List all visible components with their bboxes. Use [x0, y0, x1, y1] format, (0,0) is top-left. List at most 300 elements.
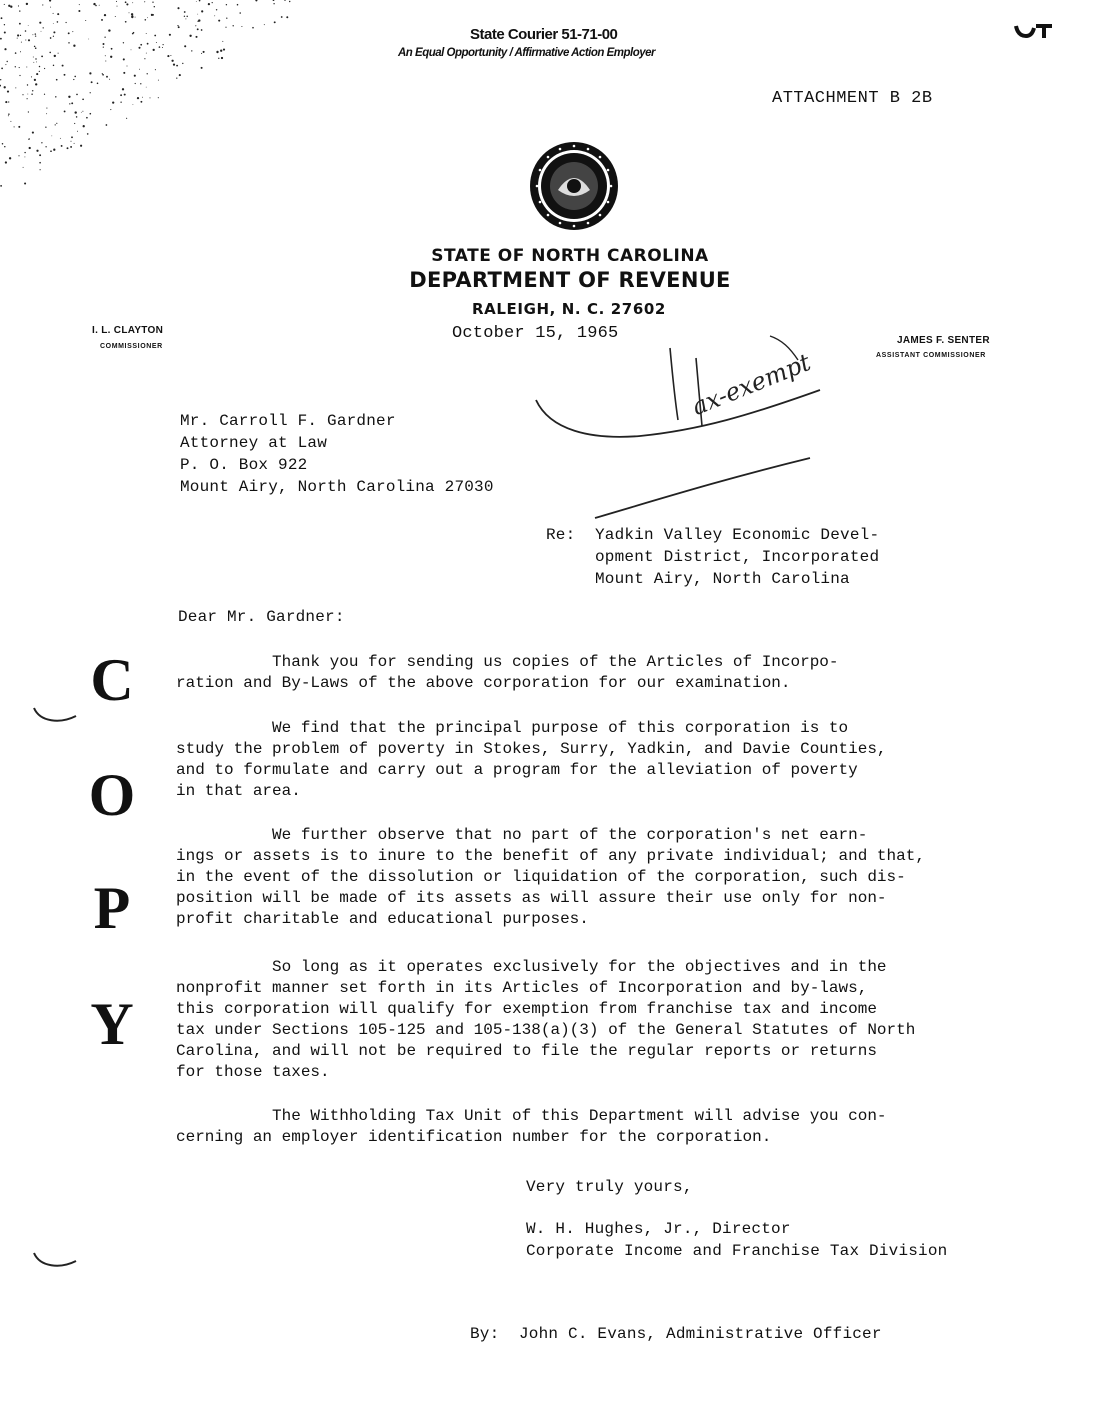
speckle-dot	[104, 37, 105, 38]
speckle-dot	[36, 150, 38, 152]
speckle-dot	[34, 79, 36, 81]
speckle-dot	[24, 156, 25, 157]
assistant-commissioner-title: ASSISTANT COMMISSIONER	[876, 352, 986, 359]
speckle-dot	[18, 126, 20, 128]
speckle-dot	[90, 113, 92, 115]
speckle-dot	[191, 50, 192, 51]
speckle-dot	[218, 20, 220, 22]
binder-mark-top	[30, 700, 80, 730]
speckle-dot	[186, 16, 187, 17]
speckle-dot	[93, 3, 95, 5]
speckle-dot	[87, 133, 89, 135]
speckle-dot	[195, 36, 197, 38]
speckle-dot	[73, 79, 74, 80]
speckle-dot	[8, 101, 9, 102]
speckle-dot	[155, 69, 156, 70]
speckle-dot	[53, 149, 55, 151]
signature-block	[526, 1218, 947, 1262]
speckle-dot	[39, 66, 41, 68]
employer-line: An Equal Opportunity / Affirmative Action Employer	[398, 47, 655, 59]
speckle-dot	[53, 36, 54, 37]
speckle-dot	[70, 141, 71, 142]
speckle-dot	[110, 56, 112, 58]
state-courier-line: State Courier 51-71-00	[470, 26, 618, 43]
speckle-dot	[35, 47, 37, 49]
speckle-dot	[35, 83, 37, 85]
speckle-dot	[35, 33, 36, 34]
speckle-dot	[167, 55, 169, 57]
speckle-dot	[53, 13, 54, 14]
re-line: Yadkin Valley Economic Devel-	[595, 526, 880, 544]
speckle-dot	[134, 75, 136, 77]
speckle-dot	[83, 125, 85, 127]
speckle-dot	[184, 16, 185, 17]
state-name: STATE OF NORTH CAROLINA	[431, 246, 709, 266]
speckle-dot	[127, 66, 128, 67]
speckle-dot	[185, 18, 186, 19]
speckle-dot	[152, 2, 153, 3]
speckle-dot	[220, 50, 222, 52]
speckle-dot	[152, 14, 154, 16]
speckle-dot	[149, 97, 150, 98]
speckle-dot	[18, 5, 19, 6]
speckle-dot	[39, 162, 41, 164]
speckle-dot	[43, 27, 44, 28]
speckle-dot	[49, 0, 51, 2]
body-paragraph-2	[176, 718, 887, 802]
speckle-dot	[144, 58, 145, 59]
speckle-dot	[274, 21, 276, 23]
speckle-dot	[49, 52, 51, 54]
speckle-dot	[15, 52, 17, 54]
speckle-dot	[15, 87, 16, 88]
speckle-dot	[50, 150, 52, 152]
speckle-dot	[91, 81, 93, 83]
body-paragraph-5	[176, 1106, 887, 1148]
speckle-dot	[55, 96, 56, 97]
speckle-dot	[199, 0, 201, 1]
speckle-dot	[196, 1, 197, 2]
speckle-dot	[125, 21, 127, 23]
speckle-dot	[158, 80, 159, 81]
speckle-dot	[147, 73, 148, 74]
speckle-dot	[222, 41, 223, 42]
speckle-dot	[71, 136, 73, 138]
speckle-dot	[218, 58, 219, 59]
speckle-dot	[225, 27, 226, 28]
speckle-dot	[4, 4, 5, 5]
speckle-dot	[4, 31, 6, 33]
speckle-dot	[42, 4, 43, 5]
speckle-dot	[55, 124, 56, 125]
speckle-dot	[39, 71, 40, 72]
speckle-dot	[26, 3, 28, 5]
speckle-dot	[120, 94, 122, 96]
paragraph-line: So long as it operates exclusively for the objectives and in the	[176, 958, 887, 976]
speckle-dot	[145, 19, 147, 21]
speckle-dot	[284, 0, 285, 1]
speckle-dot	[9, 157, 11, 159]
speckle-dot	[154, 6, 155, 7]
speckle-dot	[7, 61, 8, 62]
speckle-dot	[214, 15, 215, 16]
speckle-dot	[132, 2, 133, 3]
speckle-dot	[201, 10, 203, 12]
speckle-dot	[97, 83, 99, 85]
speckle-dot	[147, 17, 148, 18]
speckle-dot	[77, 131, 78, 132]
speckle-dot	[19, 23, 21, 25]
speckle-dot	[177, 25, 178, 26]
speckle-dot	[50, 7, 51, 8]
speckle-dot	[35, 35, 36, 36]
speckle-dot	[57, 21, 59, 23]
speckle-dot	[0, 79, 1, 80]
speckle-dot	[40, 169, 41, 170]
speckle-dot	[255, 0, 257, 1]
speckle-dot	[57, 13, 59, 15]
body-paragraph-1	[176, 652, 839, 694]
body-paragraph-4	[176, 957, 915, 1083]
copy-stamp-o: O	[88, 762, 136, 828]
speckle-dot	[27, 94, 28, 95]
recipient-line: Mr. Carroll F. Gardner	[180, 412, 396, 430]
speckle-dot	[27, 84, 28, 85]
speckle-dot	[201, 53, 202, 54]
copy-stamp-c: C	[90, 647, 134, 713]
speckle-dot	[131, 49, 132, 50]
speckle-dot	[216, 51, 218, 53]
by-line: By: John C. Evans, Administrative Officer	[470, 1325, 882, 1343]
speckle-dot	[201, 29, 203, 31]
speckle-dot	[135, 17, 136, 18]
speckle-dot	[45, 146, 46, 147]
speckle-dot	[41, 31, 42, 32]
speckle-dot	[39, 22, 41, 24]
speckle-dot	[273, 0, 275, 1]
speckle-dot	[189, 35, 191, 37]
speckle-dot	[201, 67, 203, 69]
commissioner-title: COMMISSIONER	[100, 343, 163, 350]
speckle-dot	[5, 161, 7, 163]
speckle-dot	[18, 155, 19, 156]
speckle-dot	[140, 44, 142, 46]
speckle-dot	[68, 96, 70, 98]
speckle-dot	[184, 11, 186, 13]
speckle-dot	[74, 76, 76, 78]
speckle-dot	[7, 91, 9, 93]
speckle-dot	[17, 34, 19, 36]
speckle-dot	[178, 26, 180, 28]
speckle-dot	[4, 24, 5, 25]
speckle-dot	[182, 63, 183, 64]
speckle-dot	[50, 37, 52, 39]
re-subject	[595, 524, 879, 590]
speckle-dot	[78, 10, 80, 12]
speckle-dot	[86, 117, 88, 119]
speckle-dot	[105, 60, 106, 61]
speckle-dot	[53, 23, 54, 24]
paragraph-line: profit charitable and educational purposes.	[176, 910, 589, 928]
speckle-dot	[104, 14, 106, 16]
speckle-dot	[85, 20, 86, 21]
speckle-dot	[32, 90, 33, 91]
speckle-dot	[33, 62, 34, 63]
paragraph-line: this corporation will qualify for exemption from franchise tax and income	[176, 1000, 877, 1018]
speckle-dot	[4, 48, 6, 50]
speckle-dot	[35, 58, 36, 59]
speckle-dot	[41, 142, 42, 143]
paragraph-line: for those taxes.	[176, 1063, 330, 1081]
speckle-dot	[15, 66, 16, 67]
speckle-dot	[4, 146, 5, 147]
speckle-dot	[74, 143, 75, 144]
speckle-dot	[20, 35, 21, 36]
speckle-dot	[123, 42, 124, 43]
speckle-dot	[68, 42, 69, 43]
speckle-dot	[0, 185, 2, 187]
paragraph-line: The Withholding Tax Unit of this Department will advise you con-	[176, 1107, 887, 1125]
speckle-dot	[71, 102, 73, 104]
paragraph-line: ration and By-Laws of the above corporation for our examination.	[176, 674, 791, 692]
speckle-dot	[154, 35, 156, 37]
speckle-dot	[129, 12, 130, 13]
speckle-dot	[56, 123, 57, 124]
closing: Very truly yours,	[526, 1178, 693, 1196]
speckle-dot	[131, 13, 133, 15]
speckle-dot	[273, 3, 274, 4]
speckle-dot	[106, 76, 108, 78]
speckle-dot	[115, 16, 116, 17]
speckle-dot	[108, 29, 110, 31]
speckle-dot	[179, 74, 181, 76]
speckle-dot	[44, 94, 45, 95]
speckle-dot	[197, 28, 199, 30]
speckle-dot	[72, 31, 73, 32]
speckle-dot	[226, 4, 227, 5]
speckle-dot	[122, 88, 124, 90]
recipient-line: Attorney at Law	[180, 434, 328, 452]
assistant-commissioner-name: JAMES F. SENTER	[897, 335, 990, 346]
speckle-dot	[2, 143, 4, 145]
speckle-dot	[101, 19, 103, 21]
speckle-dot	[117, 6, 118, 7]
speckle-dot	[208, 3, 210, 5]
speckle-dot	[51, 135, 52, 136]
paragraph-line: ings or assets is to inure to the benefit of any private individual; and that,	[176, 847, 925, 865]
speckle-dot	[103, 43, 105, 45]
corner-logo	[1012, 22, 1056, 40]
paragraph-line: position will be made of its assets as will assure their use only for non-	[176, 889, 887, 907]
speckle-dot	[31, 94, 32, 95]
speckle-dot	[140, 101, 142, 103]
speckle-dot	[5, 64, 6, 65]
speckle-dot	[27, 98, 28, 99]
speckle-dot	[112, 101, 114, 103]
speckle-dot	[159, 46, 161, 48]
paragraph-line: cerning an employer identification number for the corporation.	[176, 1128, 772, 1146]
handwritten-note: ax-exempt	[688, 348, 815, 421]
speckle-dot	[171, 60, 173, 62]
speckle-dot	[103, 47, 104, 48]
speckle-dot	[45, 127, 46, 128]
speckle-dot	[76, 116, 78, 118]
speckle-dot	[169, 34, 171, 36]
speckle-dot	[10, 121, 11, 122]
speckle-dot	[1, 17, 3, 19]
speckle-dot	[99, 5, 100, 6]
signature-line: W. H. Hughes, Jr., Director	[526, 1220, 791, 1238]
speckle-dot	[25, 39, 26, 40]
speckle-dot	[170, 55, 171, 56]
body-paragraph-3	[176, 825, 925, 930]
speckle-dot	[89, 72, 91, 74]
speckle-dot	[31, 76, 32, 77]
speckle-dot	[74, 123, 75, 124]
speckle-dot	[198, 19, 200, 21]
agency-address: RALEIGH, N. C. 27602	[472, 300, 666, 318]
recipient-address	[180, 410, 494, 498]
speckle-dot	[109, 79, 110, 80]
copy-stamp-y: Y	[90, 991, 134, 1057]
speckle-dot	[137, 97, 139, 99]
speckle-dot	[223, 49, 225, 51]
salutation: Dear Mr. Gardner:	[178, 608, 345, 626]
speckle-dot	[123, 72, 125, 74]
attachment-label: ATTACHMENT B 2B	[772, 89, 933, 108]
speckle-dot	[173, 64, 175, 66]
speckle-dot	[241, 26, 242, 27]
speckle-dot	[28, 39, 30, 41]
speckle-dot	[124, 94, 126, 96]
speckle-dot	[226, 18, 227, 19]
speckle-dot	[289, 1, 290, 2]
speckle-dot	[131, 15, 133, 17]
paragraph-line: We further observe that no part of the corporation's net earn-	[176, 826, 868, 844]
speckle-dot	[36, 73, 38, 75]
paragraph-line: in the event of the dissolution or liquidation of the corporation, such dis-	[176, 868, 906, 886]
speckle-dot	[8, 113, 10, 115]
commissioner-name: I. L. CLAYTON	[92, 325, 164, 336]
scan-speckle-corner	[0, 0, 300, 190]
speckle-dot	[68, 32, 70, 34]
speckle-dot	[125, 1, 127, 3]
speckle-dot	[126, 3, 128, 5]
speckle-dot	[135, 83, 136, 84]
speckle-dot	[29, 138, 30, 139]
paragraph-line: nonprofit manner set forth in its Articles of Incorporation and by-laws,	[176, 979, 868, 997]
paragraph-line: We find that the principal purpose of this corporation is to	[176, 719, 849, 737]
speckle-dot	[10, 6, 12, 8]
speckle-dot	[203, 51, 205, 53]
speckle-dot	[22, 94, 23, 95]
recipient-line: P. O. Box 922	[180, 456, 308, 474]
speckle-dot	[176, 65, 178, 67]
speckle-dot	[156, 42, 157, 43]
speckle-dot	[65, 22, 66, 23]
speckle-dot	[32, 34, 33, 35]
speckle-dot	[239, 12, 241, 14]
speckle-dot	[177, 7, 179, 9]
speckle-dot	[264, 24, 265, 25]
speckle-dot	[46, 108, 47, 109]
speckle-dot	[8, 5, 10, 7]
speckle-dot	[146, 33, 147, 34]
speckle-dot	[80, 145, 82, 147]
speckle-dot	[64, 110, 66, 112]
paragraph-line: study the problem of poverty in Stokes, Surry, Yadkin, and Davie Counties,	[176, 740, 887, 758]
speckle-dot	[17, 38, 18, 39]
re-line: Mount Airy, North Carolina	[595, 570, 850, 588]
speckle-dot	[46, 113, 47, 114]
speckle-dot	[58, 53, 59, 54]
speckle-dot	[237, 4, 239, 6]
speckle-dot	[62, 65, 64, 67]
speckle-dot	[281, 16, 283, 18]
speckle-dot	[24, 182, 26, 184]
paragraph-line: tax under Sections 105-125 and 105-138(a)(3) of the General Statutes of North	[176, 1021, 916, 1039]
speckle-dot	[29, 147, 31, 149]
speckle-dot	[75, 111, 77, 113]
speckle-dot	[82, 111, 83, 112]
re-line: opment District, Incorporated	[595, 548, 880, 566]
speckle-dot	[33, 57, 34, 58]
paragraph-line: Carolina, and will not be required to file the regular reports or returns	[176, 1042, 877, 1060]
speckle-dot	[162, 47, 163, 48]
speckle-dot	[232, 25, 233, 26]
speckle-dot	[79, 4, 80, 5]
speckle-dot	[126, 118, 127, 119]
speckle-dot	[163, 44, 164, 45]
speckle-dot	[24, 152, 25, 153]
speckle-dot	[5, 101, 7, 103]
speckle-dot	[147, 43, 149, 45]
speckle-dot	[90, 92, 91, 93]
speckle-dot	[195, 25, 196, 26]
department-name: DEPARTMENT OF REVENUE	[409, 268, 731, 292]
speckle-dot	[19, 67, 20, 68]
speckle-dot	[132, 33, 134, 35]
speckle-dot	[102, 74, 104, 76]
speckle-dot	[67, 147, 69, 149]
speckle-dot	[110, 109, 111, 110]
paragraph-line: Thank you for sending us copies of the Articles of Incorpo-	[176, 653, 839, 671]
speckle-dot	[158, 97, 159, 98]
speckle-dot	[146, 87, 147, 88]
speckle-dot	[81, 112, 82, 113]
speckle-dot	[123, 58, 125, 60]
speckle-dot	[60, 138, 61, 139]
speckle-dot	[132, 104, 133, 105]
speckle-dot	[76, 94, 78, 96]
speckle-dot	[144, 1, 145, 2]
recipient-line: Mount Airy, North Carolina 27030	[180, 478, 494, 496]
paragraph-line: and to formulate and carry out a program for the alleviation of poverty	[176, 761, 858, 779]
speckle-dot	[221, 57, 223, 59]
speckle-dot	[64, 74, 66, 76]
speckle-dot	[82, 98, 84, 100]
speckle-dot	[34, 46, 36, 48]
copy-stamp-p: P	[93, 875, 131, 941]
binder-mark-bottom	[30, 1245, 80, 1275]
speckle-dot	[8, 115, 9, 116]
speckle-dot	[252, 27, 254, 29]
speckle-dot	[36, 61, 37, 62]
speckle-dot	[146, 53, 147, 54]
speckle-dot	[39, 154, 41, 156]
speckle-dot	[53, 31, 55, 33]
speckle-dot	[28, 25, 29, 26]
